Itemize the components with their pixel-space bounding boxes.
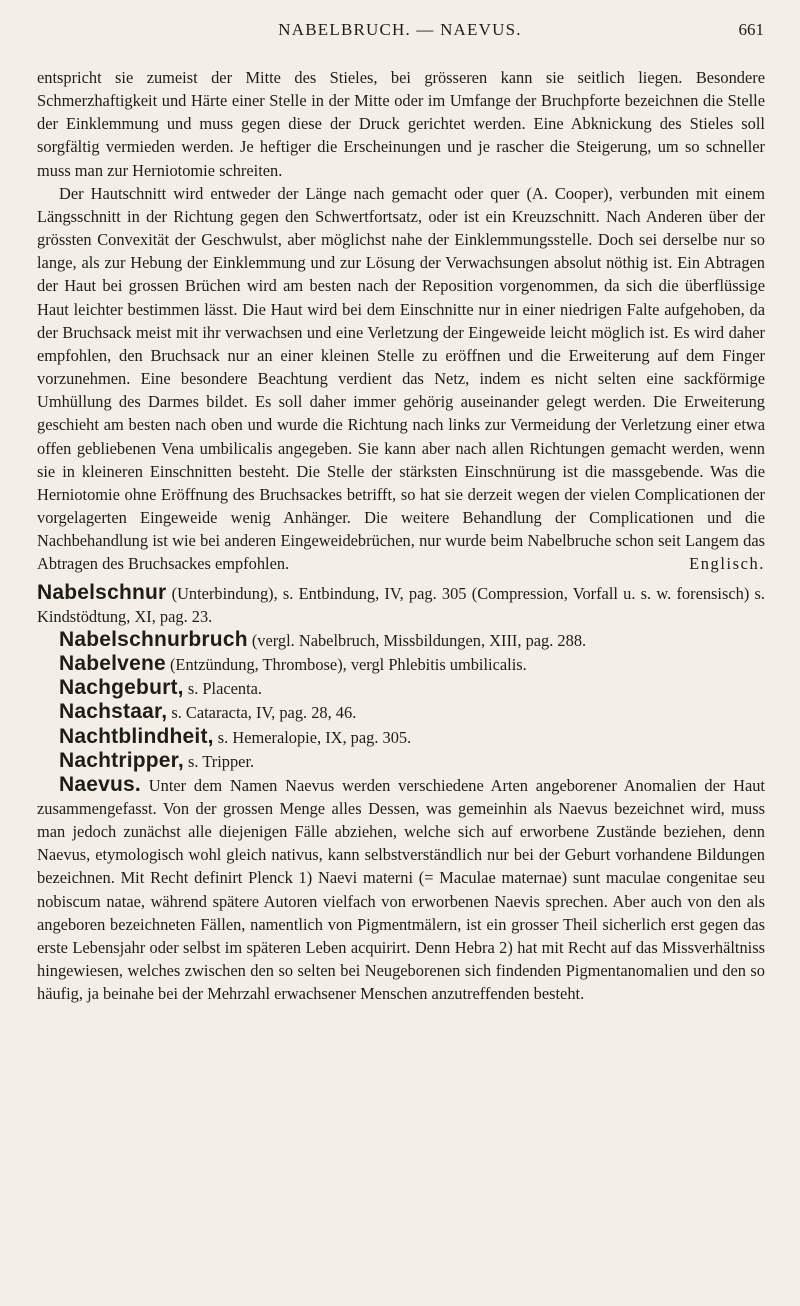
running-title: NABELBRUCH. — NAEVUS. — [278, 20, 522, 39]
entry-text: s. Cataracta, IV, pag. 28, 46. — [171, 703, 357, 723]
entry-term: Nabelschnur — [37, 580, 167, 604]
entry-term: Nachstaar, — [59, 700, 168, 724]
entry-list — [37, 581, 765, 1006]
entry-term: Nabelvene — [59, 652, 166, 676]
entry-nachgeburt — [37, 676, 765, 700]
paragraph: entspricht sie zumeist der Mitte des Stieles, bei grösseren kann sie seitlich liegen. Besondere Schmerzhaftigkeit und Härte einer Stelle in der Mitte oder im Umfange der Bruchpforte bezeichnen die Stelle der Einklemmung und muss gegen diese der Druck gerichtet werden. Eine Abknickung des Stieles soll sorgfältig vermieden werden. Je heftiger die Erscheinungen und je rascher die Steigerung, um so schneller muss man zur Herniotomie schreiten. — [37, 68, 765, 180]
page-number: 661 — [738, 20, 764, 39]
entry-text: s. Placenta. — [187, 679, 263, 699]
entry-naevus — [37, 773, 765, 1006]
entry-text: s. Tripper. — [188, 751, 255, 771]
entry-text: (vergl. Nabelbruch, Missbildungen, XIII, pag. 288. — [251, 630, 587, 650]
entry-term: Nachgeburt, — [59, 676, 184, 700]
entry-text: (Entzündung, Thrombose), vergl Phlebitis umbilicalis. — [169, 655, 527, 675]
running-header — [0, 16, 800, 46]
entry-term: Nachtripper, — [59, 748, 184, 772]
paragraph: Der Hautschnitt wird entweder der Länge nach gemacht oder quer (A. Cooper), verbunden mit einem Längsschnitt in der Richtung gegen den Schwertfortsatz, oder ist ein Kreuzschnitt. Nach Anderen über der grössten Convexität der Geschwulst, aber möglichst nahe der Einklemmungsstelle. Doch sei derselbe nur so lange, als zur Hebung der Einklemmung und zur Lösung der Verwachsungen absolut nöthig ist. Ein Abtragen der Haut bei grossen Brüchen wird am besten nach der Reposition vorgenommen, da sich die überflüssige Haut leichter bestimmen lässt. Die Haut wird bei dem Einschnitte nur in einer niedrigen Falte aufgehoben, da der Bruchsack meist mit ihr verwachsen und eine Verletzung der Eingeweide leicht möglich ist. Es wird daher empfohlen, den Bruchsack nur an einer kleinen Stelle zu eröffnen und die Erweiterung auf dem Finger vorzunehmen. Eine besondere Beachtung verdient das Netz, indem es nicht selten eine sackförmige Umhüllung des Darmes bildet. Es soll daher immer gehörig auseinander gelegt werden. Die Erweiterung geschieht am besten nach oben und wurde die Richtung nach links zur Vermeidung der Verletzung einer etwa offen gebliebenen Vena umbilicalis angegeben. Sie kann aber nach allen Richtungen gemacht werden, wenn sie in kleineren Einschnitten besteht. Die Stelle der stärksten Einschnürung ist die massgebende. Was die Herniotomie ohne Eröffnung des Bruchsackes betrifft, so hat sie derzeit wegen der vielen Complicationen der vorgelagerten Eingeweide wenig Anhänger. Die weitere Behandlung der Complicationen und die Nachbehandlung ist wie bei anderen Eingeweidebrüchen, nur wurde beim Nabelbruche schon seit Langem das Abtragen des Bruchsackes empfohlen. — [37, 183, 765, 574]
body-text — [37, 66, 765, 1005]
entry-nachtripper — [37, 749, 765, 773]
entry-text: Unter dem Namen Naevus werden verschiedene Arten angeborener Anomalien der Haut zusammengefasst. Von der grossen Menge alles Dessen, was gemeinhin als Naevus bezeichnet wird, muss man jedoch zunächst alle diejenigen Fälle abziehen, welche sich auf erworbene Zustände beziehen, denn Naevus, etymologisch wohl gleich nativus, kann selbstverständlich nur bei der Geburt vorhandene Bildungen bezeichnen. Mit Recht definirt Plenck 1) Naevi materni (= Maculae maternae) sunt maculae congenitae seu nobiscum natae, während spätere Autoren vielfach von erworbenen Naevis sprechen. Aber auch von den als angeboren bezeichneten Fällen, namentlich von Pigmentmälern, ist ein grosser Theil sicherlich erst gegen das erste Lebensjahr oder selbst im späteren Leben acquirirt. Denn Hebra 2) hat mit Recht auf das Missverhältniss hingewiesen, welches zwischen den so selten bei Neugeborenen sich findenden Pigmentanomalien und den so häufig, ja beinahe bei der Mehrzahl erwachsener Menschen anzutreffenden besteht. — [37, 775, 765, 1004]
entry-nachtblindheit — [37, 725, 765, 749]
entry-text: (Unterbindung), s. Entbindung, IV, pag. 305 (Compression, Vorfall u. s. w. forensisch) s. Kindstödtung, XI, pag. 23. — [37, 583, 765, 626]
entry-text: s. Hemeralopie, IX, pag. 305. — [217, 727, 412, 747]
entry-nabelschnur — [37, 581, 765, 628]
entry-nabelschnurbruch — [37, 628, 765, 652]
entry-term: Nachtblindheit, — [59, 724, 214, 748]
entry-nabelvene — [37, 652, 765, 676]
entry-term: Nabelschnurbruch — [59, 627, 248, 651]
author-signature: Englisch. — [689, 554, 765, 574]
entry-nachstaar — [37, 700, 765, 724]
entry-term: Naevus. — [59, 772, 141, 796]
